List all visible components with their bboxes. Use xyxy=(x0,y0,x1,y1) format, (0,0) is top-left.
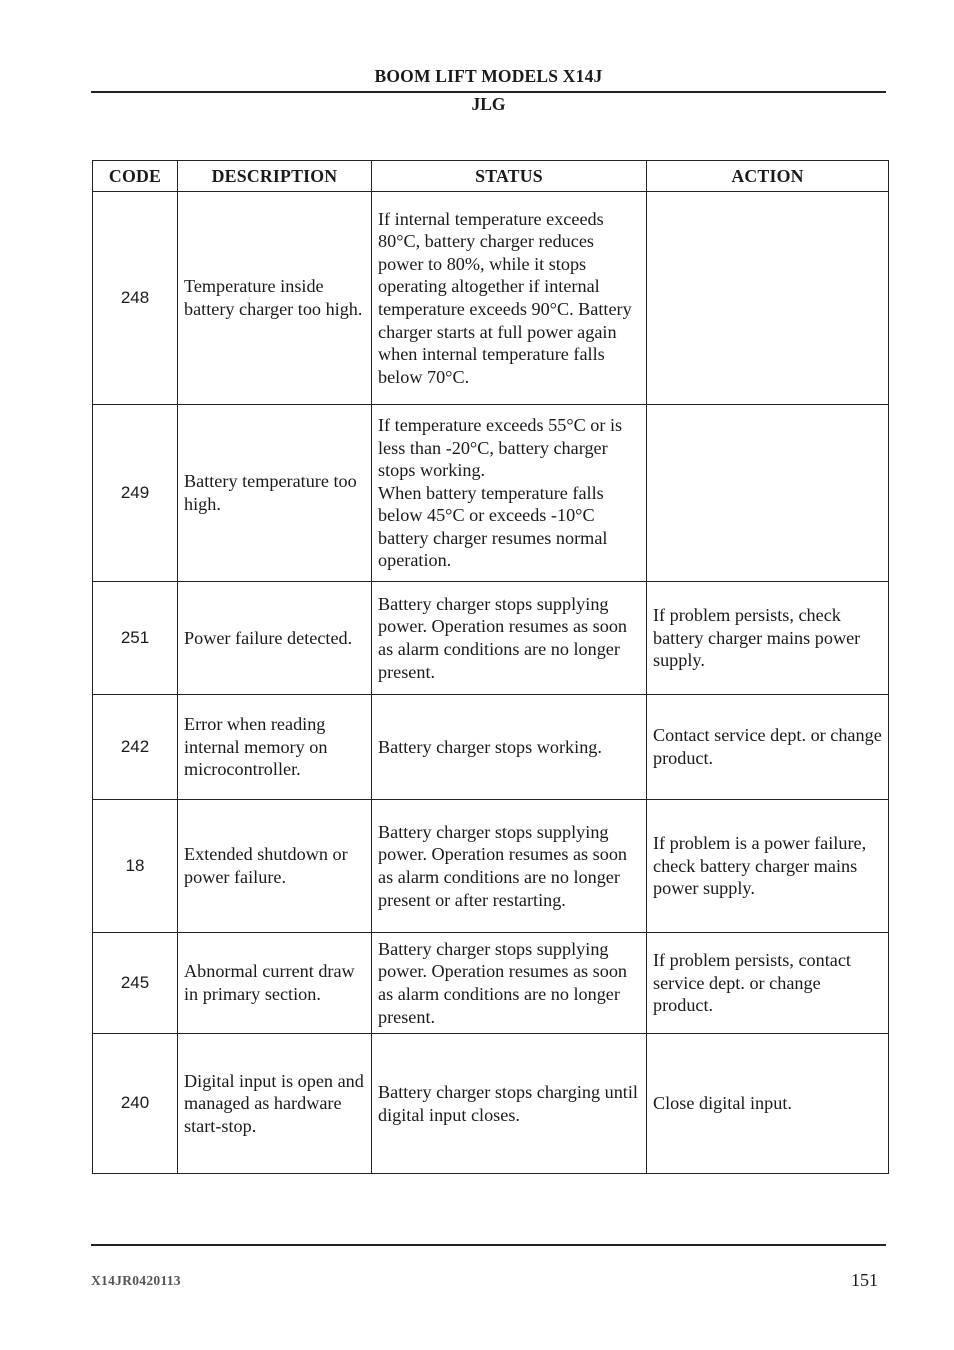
status-cell: Battery charger stops charging until digital input closes. xyxy=(372,1034,647,1174)
description-cell: Digital input is open and managed as hardware start-stop. xyxy=(178,1034,372,1174)
action-cell xyxy=(647,192,889,405)
description-cell: Temperature inside battery charger too high. xyxy=(178,192,372,405)
status-cell: Battery charger stops supplying power. Operation resumes as soon as alarm conditions are no longer present. xyxy=(372,582,647,695)
table-row xyxy=(93,695,889,800)
table-row xyxy=(93,582,889,695)
manufacturer-name: JLG xyxy=(471,94,506,114)
page-number: 151 xyxy=(851,1270,878,1290)
status-cell: If internal temperature exceeds 80°C, battery charger reduces power to 80%, while it stops operating altogether if internal temperature exceeds 90°C. Battery charger starts at full power again when internal temperature falls below 70°C. xyxy=(372,192,647,405)
action-cell: If problem persists, check battery charger mains power supply. xyxy=(647,582,889,695)
table-row xyxy=(93,933,889,1034)
action-cell: If problem is a power failure, check battery charger mains power supply. xyxy=(647,800,889,933)
code-cell: 251 xyxy=(93,582,178,695)
action-cell: Close digital input. xyxy=(647,1034,889,1174)
code-cell: 245 xyxy=(93,933,178,1034)
table-row xyxy=(93,192,889,405)
code-cell: 18 xyxy=(93,800,178,933)
column-header-action: ACTION xyxy=(647,161,889,192)
table-header-row xyxy=(93,161,889,192)
description-cell: Extended shutdown or power failure. xyxy=(178,800,372,933)
status-cell: If temperature exceeds 55°C or is less than -20°C, battery charger stops working. When battery temperature falls below 45°C or exceeds -10°C battery charger resumes normal operation. xyxy=(372,405,647,582)
action-cell: Contact service dept. or change product. xyxy=(647,695,889,800)
code-cell: 240 xyxy=(93,1034,178,1174)
description-cell: Battery temperature too high. xyxy=(178,405,372,582)
column-header-description: DESCRIPTION xyxy=(178,161,372,192)
description-cell: Error when reading internal memory on microcontroller. xyxy=(178,695,372,800)
action-cell: If problem persists, contact service dept. or change product. xyxy=(647,933,889,1034)
description-cell: Abnormal current draw in primary section. xyxy=(178,933,372,1034)
code-cell: 248 xyxy=(93,192,178,405)
status-cell: Battery charger stops supplying power. Operation resumes as soon as alarm conditions are no longer present. xyxy=(372,933,647,1034)
description-cell: Power failure detected. xyxy=(178,582,372,695)
table-row xyxy=(93,1034,889,1174)
header-divider xyxy=(91,91,886,93)
code-cell: 249 xyxy=(93,405,178,582)
action-cell xyxy=(647,405,889,582)
column-header-status: STATUS xyxy=(372,161,647,192)
column-header-code: CODE xyxy=(93,161,178,192)
code-cell: 242 xyxy=(93,695,178,800)
table-row xyxy=(93,800,889,933)
status-cell: Battery charger stops working. xyxy=(372,695,647,800)
fault-code-table xyxy=(92,160,889,1174)
footer-divider xyxy=(91,1244,886,1246)
page-title: BOOM LIFT MODELS X14J xyxy=(374,66,603,86)
table-row xyxy=(93,405,889,582)
status-cell: Battery charger stops supplying power. Operation resumes as soon as alarm conditions are no longer present or after restarting. xyxy=(372,800,647,933)
document-id: X14JR0420113 xyxy=(91,1273,181,1288)
